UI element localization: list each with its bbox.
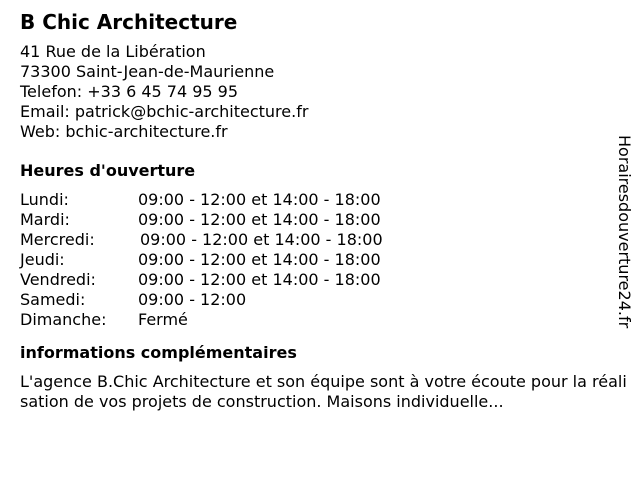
- hours-row-dimanche: [20, 310, 620, 330]
- hours-row-mardi: [20, 210, 620, 230]
- address-line-2: 73300 Saint-Jean-de-Maurienne: [20, 62, 275, 81]
- time-value: 09:00 - 12:00: [138, 290, 247, 309]
- time-value: 09:00 - 12:00 et 14:00 - 18:00: [138, 250, 381, 269]
- day-label: Mercredi:: [20, 230, 95, 249]
- additional-info-heading: informations complémentaires: [20, 343, 297, 362]
- time-value: 09:00 - 12:00 et 14:00 - 18:00: [138, 210, 381, 229]
- contact-block: [20, 42, 620, 142]
- hours-row-lundi: [20, 190, 620, 210]
- email-line: Email: patrick@bchic-architecture.fr: [20, 102, 309, 121]
- time-value: Fermé: [138, 310, 188, 329]
- time-value: 09:00 - 12:00 et 14:00 - 18:00: [138, 270, 381, 289]
- web-line: Web: bchic-architecture.fr: [20, 122, 228, 141]
- day-label: Lundi:: [20, 190, 69, 209]
- site-watermark: Horairesdouverture24.fr: [615, 135, 634, 329]
- day-label: Samedi:: [20, 290, 86, 309]
- day-label: Dimanche:: [20, 310, 107, 329]
- opening-hours-table: [20, 190, 620, 330]
- additional-info-text: L'agence B.Chic Architecture et son équipe sont à votre écoute pour la réalisation de vos projets de construction. Maisons individuelle...: [20, 372, 627, 411]
- time-value: 09:00 - 12:00 et 14:00 - 18:00: [140, 230, 383, 249]
- address-line-1: 41 Rue de la Libération: [20, 42, 206, 61]
- hours-row-mercredi: [20, 230, 620, 250]
- day-label: Mardi:: [20, 210, 70, 229]
- hours-row-vendredi: [20, 270, 620, 290]
- hours-row-jeudi: [20, 250, 620, 270]
- day-label: Vendredi:: [20, 270, 96, 289]
- day-label: Jeudi:: [20, 250, 65, 269]
- business-name: B Chic Architecture: [20, 10, 238, 34]
- phone-line: Telefon: +33 6 45 74 95 95: [20, 82, 239, 101]
- time-value: 09:00 - 12:00 et 14:00 - 18:00: [138, 190, 381, 209]
- opening-hours-heading: Heures d'ouverture: [20, 161, 196, 180]
- hours-row-samedi: [20, 290, 620, 310]
